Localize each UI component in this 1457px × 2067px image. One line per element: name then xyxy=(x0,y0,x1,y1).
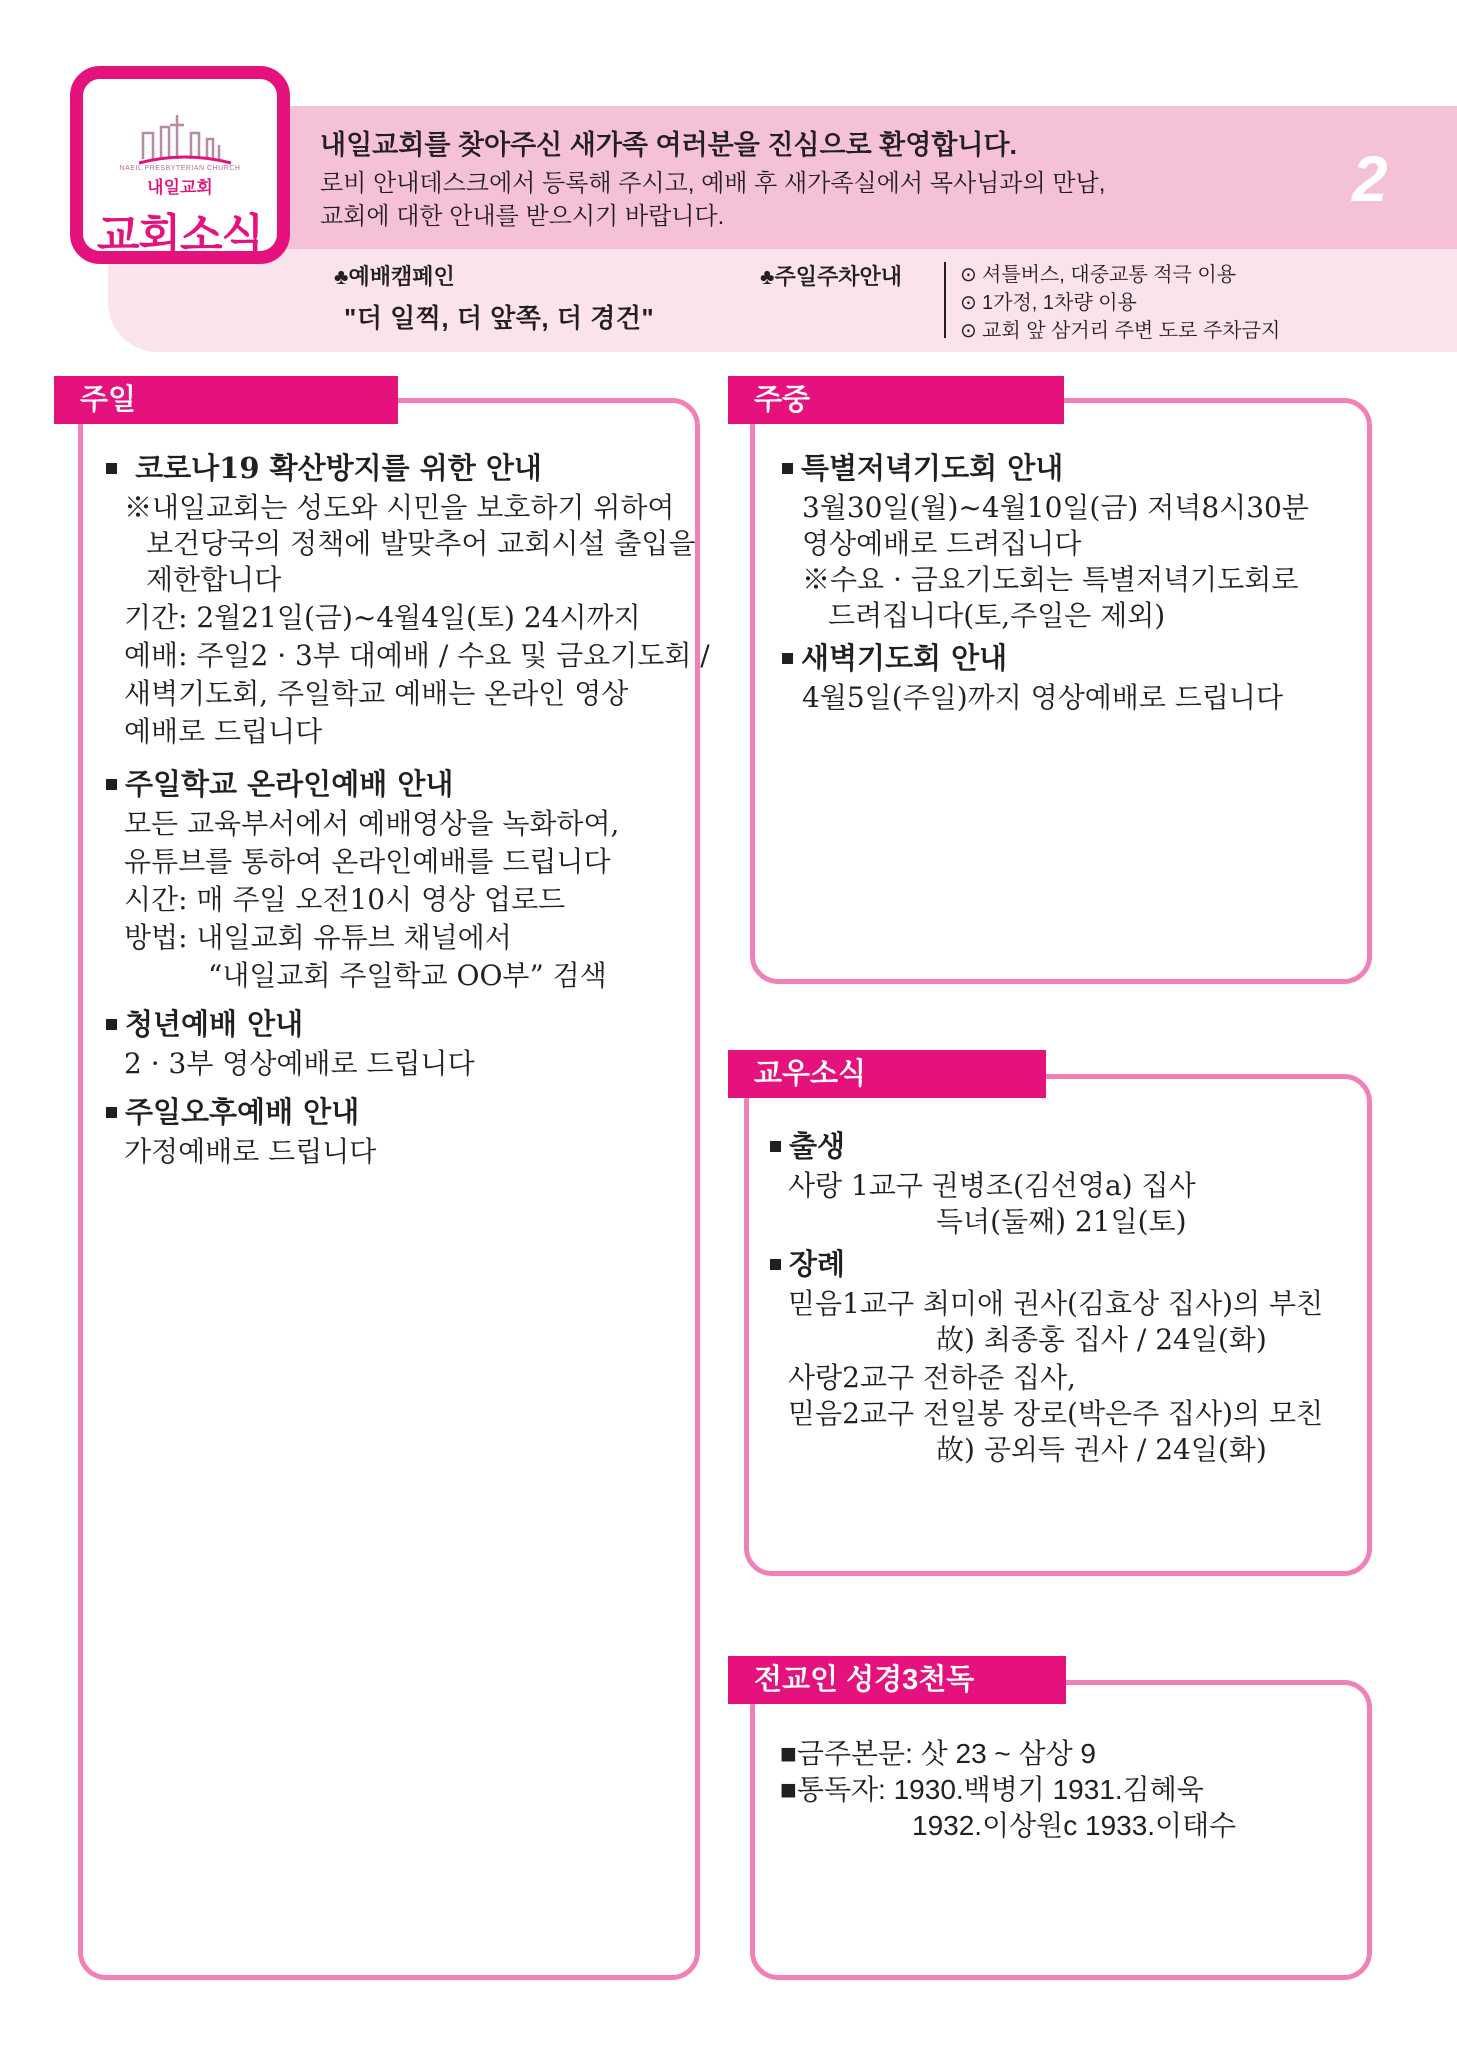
notice-heading: 주일오후예배 안내 xyxy=(106,1090,359,1131)
bible-line: 1932.이상원c 1933.이태수 xyxy=(912,1810,1237,1841)
campaign-text: "더 일찍, 더 앞쪽, 더 경건" xyxy=(344,303,655,333)
page-title: 교회소식 xyxy=(96,211,263,260)
square-bullet-icon xyxy=(106,1107,117,1118)
notice-line: 득녀(둘째) 21일(토) xyxy=(936,1205,1187,1238)
parking-item: ⊙ 교회 앞 삼거리 주변 도로 주차금지 xyxy=(960,320,1281,342)
notice-line: ※내일교회는 성도와 시민을 보호하기 위하여 xyxy=(124,491,675,524)
square-bullet-icon xyxy=(770,1259,781,1270)
square-bullet-icon xyxy=(782,653,793,664)
notice-line: “내일교회 주일학교 OO부” 검색 xyxy=(208,959,607,992)
notice-line: 제한합니다 xyxy=(146,563,282,596)
notice-line: 기간: 2월21일(금)~4월4일(토) 24시까지 xyxy=(124,601,641,634)
square-bullet-icon xyxy=(106,779,117,790)
welcome-line: 교회에 대한 안내를 받으시기 바랍니다. xyxy=(320,203,725,230)
notice-line: 드려집니다(토,주일은 제외) xyxy=(828,599,1166,632)
notice-line: 사랑 1교구 권병조(김선영a) 집사 xyxy=(788,1169,1196,1202)
welcome-line: 로비 안내데스크에서 등록해 주시고, 예배 후 새가족실에서 목사님과의 만남, xyxy=(320,170,1106,197)
notice-heading: 코로나19 확산방지를 위한 안내 xyxy=(106,446,542,487)
notice-line: 사랑2교구 전하준 집사, xyxy=(788,1361,1076,1394)
notice-heading: 특별저녁기도회 안내 xyxy=(782,446,1063,487)
church-skyline-icon xyxy=(137,107,233,169)
notice-line: 故) 공외득 권사 / 24일(화) xyxy=(936,1433,1267,1466)
circle-dot-icon: ⊙ xyxy=(960,320,977,342)
notice-line: 예배: 주일2 · 3부 대예배 / 수요 및 금요기도회 / xyxy=(124,639,710,672)
square-bullet-icon xyxy=(782,463,793,474)
circle-dot-icon: ⊙ xyxy=(960,292,977,314)
square-bullet-icon xyxy=(770,1141,781,1152)
notice-line: 3월30일(월)~4월10일(금) 저녁8시30분 xyxy=(802,491,1309,524)
notice-line: 유튜브를 통하여 온라인예배를 드립니다 xyxy=(124,845,611,878)
parking-item: ⊙ 1가정, 1차량 이용 xyxy=(960,292,1137,314)
notice-line: 모든 교육부서에서 예배영상을 녹화하여, xyxy=(124,807,620,840)
notice-line: 영상예배로 드려집니다 xyxy=(802,527,1082,560)
logo-english-text: NAEIL PRESBYTERIAN CHURCH xyxy=(119,165,241,172)
circle-dot-icon: ⊙ xyxy=(960,264,977,286)
notice-line: 가정예배로 드립니다 xyxy=(124,1135,377,1168)
parking-label: ♣주일주차안내 xyxy=(760,264,902,289)
notice-line: 새벽기도회, 주일학교 예배는 온라인 영상 xyxy=(124,677,629,710)
welcome-title: 내일교회를 찾아주신 새가족 여러분을 진심으로 환영합니다. xyxy=(320,130,1018,160)
notice-heading: 출생 xyxy=(770,1124,845,1165)
section-label-bible: 전교인 성경3천독 xyxy=(728,1656,1066,1704)
notice-line: 믿음1교구 최미애 권사(김효상 집사)의 부친 xyxy=(788,1287,1324,1320)
notice-line: 시간: 매 주일 오전10시 영상 업로드 xyxy=(124,883,566,916)
campaign-label: ♣예배캠페인 xyxy=(334,264,455,289)
bible-line: ■금주본문: 삿 23 ~ 삼상 9 xyxy=(780,1738,1096,1769)
notice-line: 4월5일(주일)까지 영상예배로 드립니다 xyxy=(802,681,1283,714)
notice-line: 방법: 내일교회 유튜브 채널에서 xyxy=(124,921,512,954)
square-bullet-icon xyxy=(106,1019,117,1030)
notice-line: 보건당국의 정책에 발맞추어 교회시설 출입을 xyxy=(146,527,696,560)
notice-line: 예배로 드립니다 xyxy=(124,715,323,748)
notice-line: 故) 최종홍 집사 / 24일(화) xyxy=(936,1323,1267,1356)
page-number: 2 xyxy=(1352,143,1388,215)
notice-line: 2 · 3부 영상예배로 드립니다 xyxy=(124,1047,475,1080)
square-bullet-icon xyxy=(106,463,117,474)
logo-church-name: 내일교회 xyxy=(147,178,213,197)
notice-heading: 주일학교 온라인예배 안내 xyxy=(106,762,453,803)
divider xyxy=(944,262,946,338)
parking-item: ⊙ 셔틀버스, 대중교통 적극 이용 xyxy=(960,264,1237,286)
section-label-sunday: 주일 xyxy=(54,376,398,424)
notice-line: 믿음2교구 전일봉 장로(박은주 집사)의 모친 xyxy=(788,1397,1324,1430)
section-label-weekday: 주중 xyxy=(728,376,1064,424)
notice-heading: 새벽기도회 안내 xyxy=(782,636,1007,677)
notice-heading: 장례 xyxy=(770,1242,845,1283)
church-logo xyxy=(70,66,290,264)
bible-line: ■통독자: 1930.백병기 1931.김혜욱 xyxy=(780,1774,1204,1805)
section-label-members: 교우소식 xyxy=(728,1050,1046,1098)
notice-heading: 청년예배 안내 xyxy=(106,1002,303,1043)
notice-line: ※수요 · 금요기도회는 특별저녁기도회로 xyxy=(802,563,1299,596)
